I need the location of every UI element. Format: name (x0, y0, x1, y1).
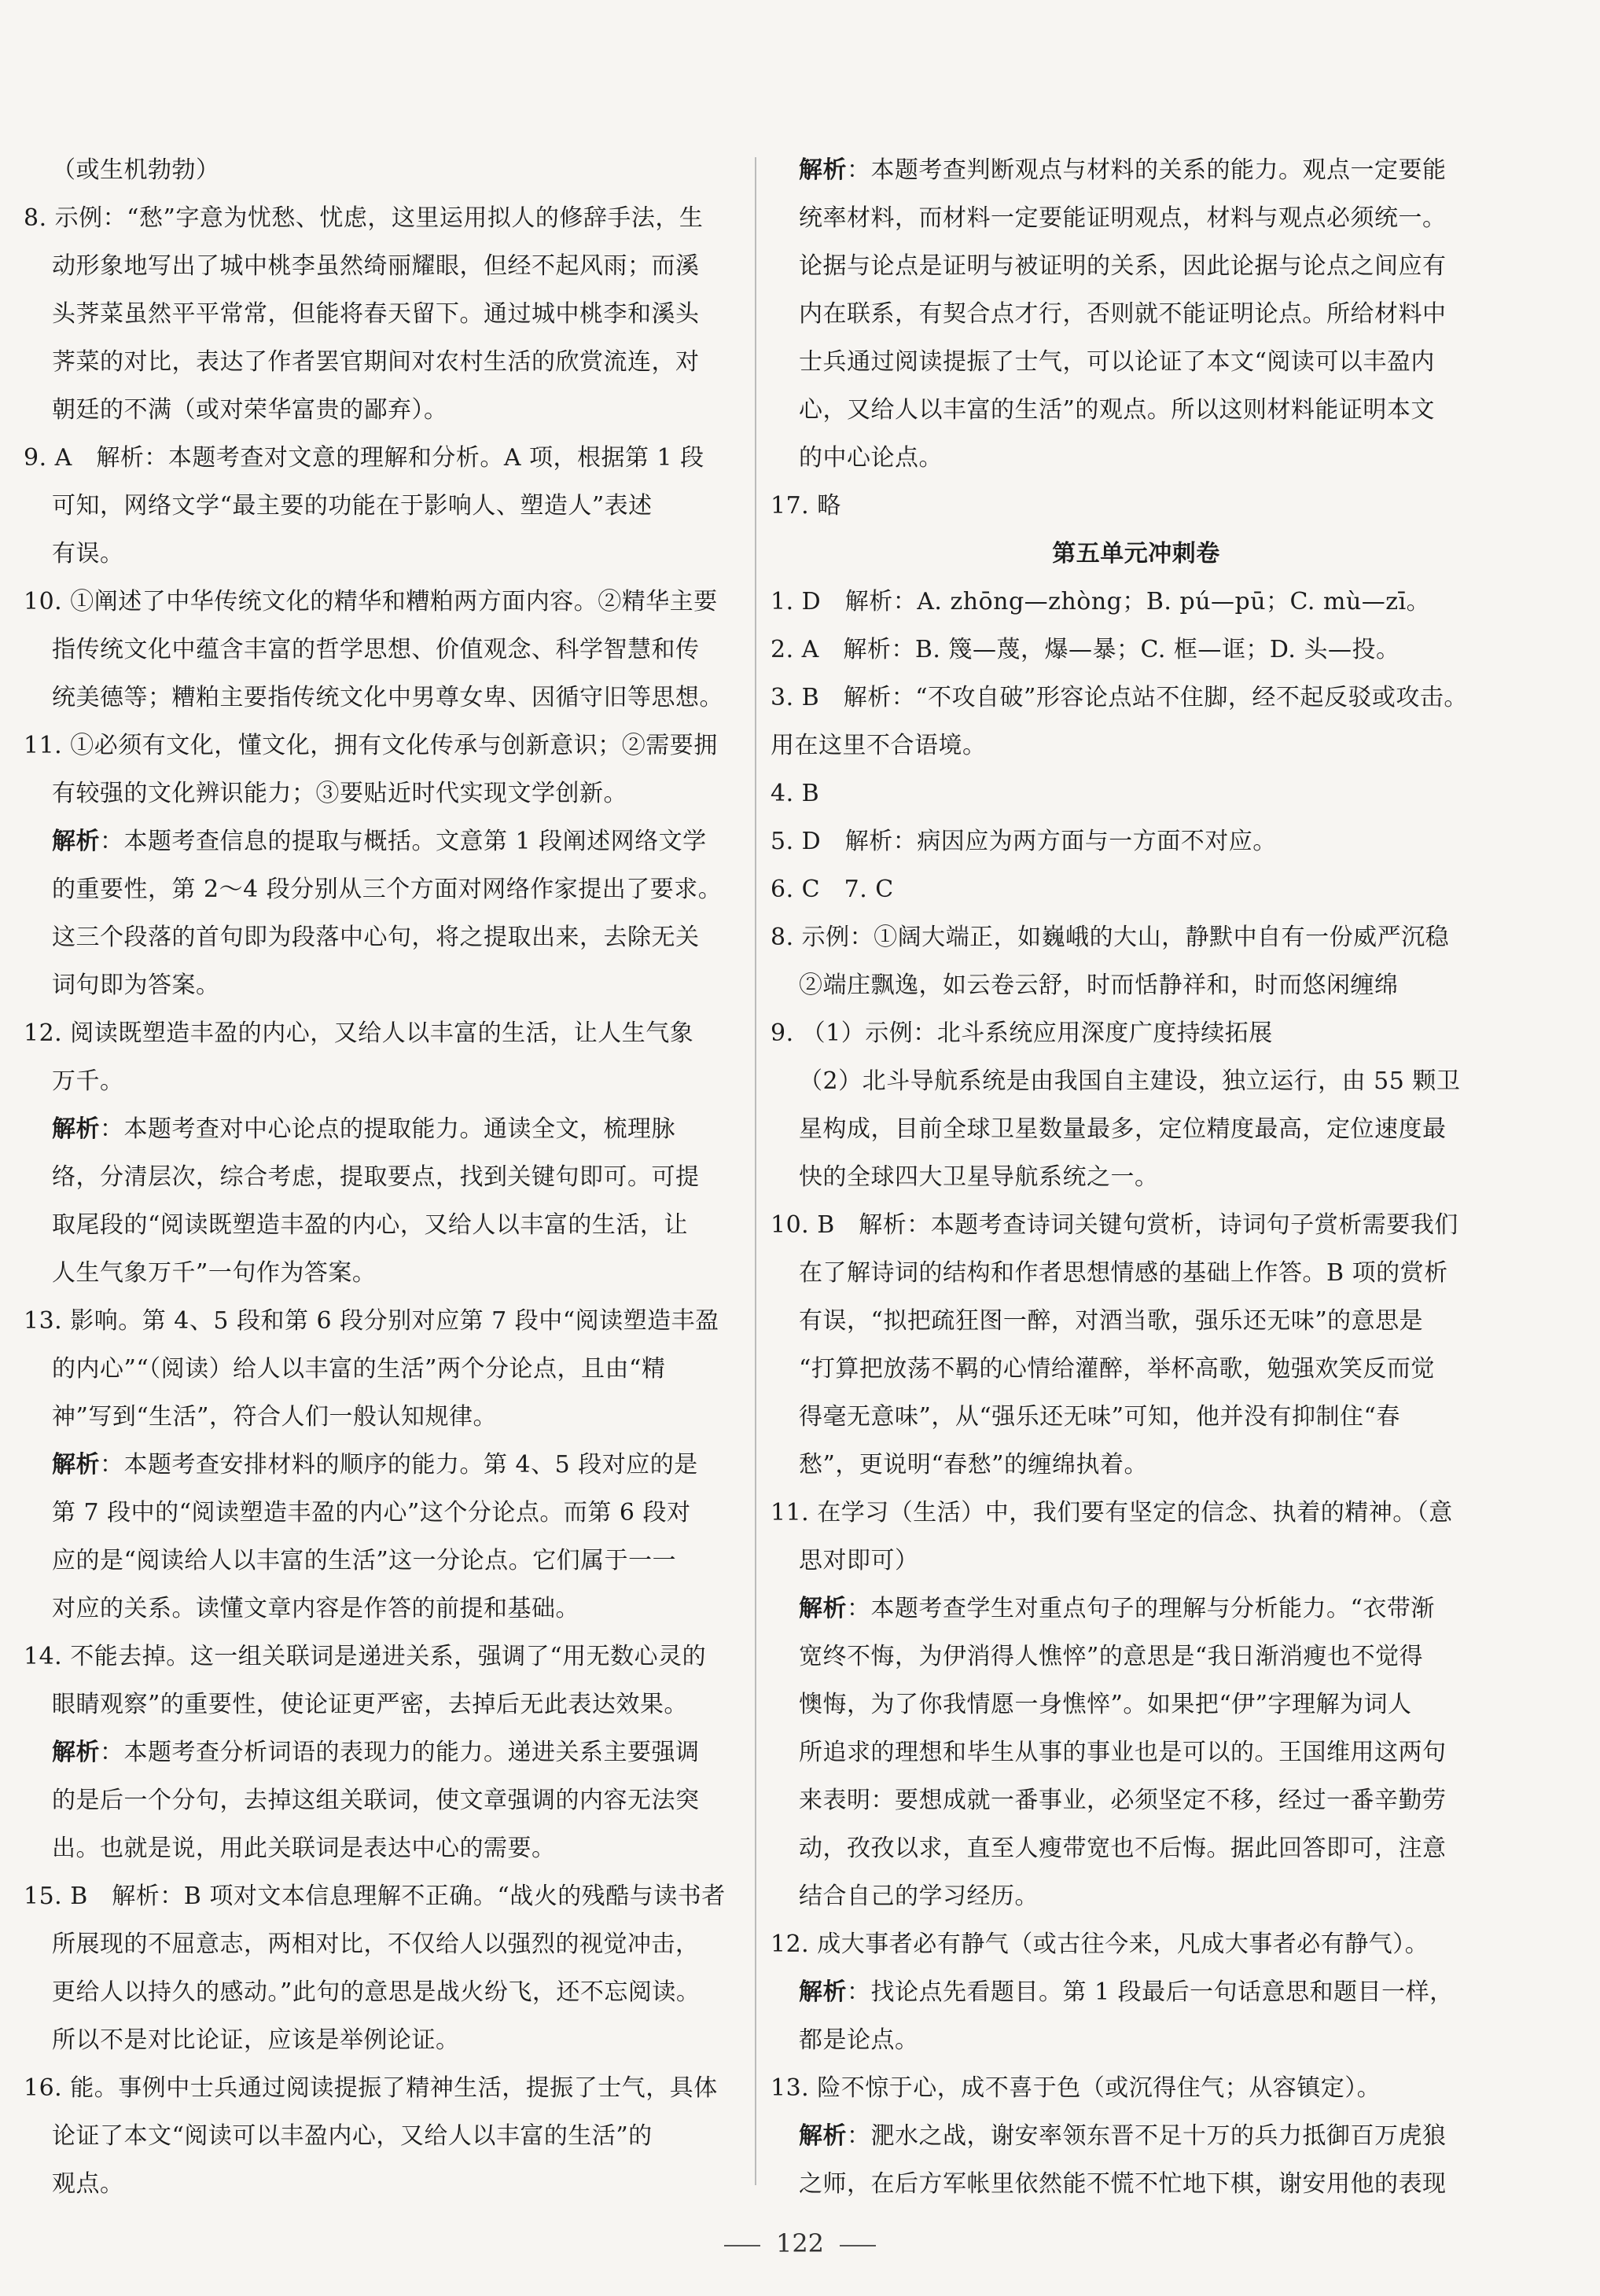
text-line: 4. B (771, 780, 820, 807)
text-line: 3. B 解析：“不攻自破”形容论点站不住脚，经不起反驳或攻击。 (771, 684, 1468, 711)
text-line: 17. 略 (771, 492, 841, 520)
text-line: 8. 示例：①阔大端正，如巍峨的大山，静默中自有一份威严沉稳 (771, 924, 1450, 951)
text-line: 所追求的理想和毕生从事的事业也是可以的。王国维用这两句 (799, 1739, 1447, 1766)
text-line: 9. A 解析：本题考查对文意的理解和分析。A 项，根据第 1 段 (24, 444, 704, 472)
text-line: （2）北斗导航系统是由我国自主建设，独立运行，由 55 颗卫 (799, 1067, 1461, 1095)
text-line: 第 7 段中的“阅读塑造丰盈的内心”这个分论点。而第 6 段对 (52, 1499, 691, 1526)
right-column (771, 146, 1502, 2208)
text-line: 论证了本文“阅读可以丰盈内心，又给人以丰富的生活”的 (52, 2122, 653, 2150)
text-line: ②端庄飘逸，如云卷云舒，时而恬静祥和，时而悠闲缠绵 (799, 972, 1399, 999)
text-line: 懊悔，为了你我情愿一身憔悴”。如果把“伊”字理解为词人 (799, 1691, 1412, 1718)
text-line: 解析：本题考查信息的提取与概括。文意第 1 段阐述网络文学 (52, 828, 707, 855)
text-line: 16. 能。事例中士兵通过阅读提振了精神生活，提振了士气，具体 (24, 2074, 718, 2102)
text-line: 动形象地写出了城中桃李虽然绮丽耀眼，但经不起风雨；而溪 (52, 252, 700, 280)
text-line: 之师，在后方军帐里依然能不慌不忙地下棋，谢安用他的表现 (799, 2170, 1447, 2198)
text-line: 14. 不能去掉。这一组关联词是递进关系，强调了“用无数心灵的 (24, 1643, 707, 1670)
text-line: 1. D 解析：A. zhōng—zhòng；B. pú—pū；C. mù—zī。 (771, 588, 1431, 615)
text-line: 解析：本题考查安排材料的顺序的能力。第 4、5 段对应的是 (52, 1451, 698, 1479)
text-line: 心，又给人以丰富的生活”的观点。所以这则材料能证明本文 (799, 396, 1435, 424)
text-line: 的是后一个分句，去掉这组关联词，使文章强调的内容无法突 (52, 1787, 700, 1814)
text-line: 解析：淝水之战，谢安率领东晋不足十万的兵力抵御百万虎狼 (799, 2122, 1447, 2150)
text-line: 万千。 (52, 1067, 124, 1095)
text-line: 解析：找论点先看题目。第 1 段最后一句话意思和题目一样， (799, 1978, 1454, 2006)
text-line: 解析：本题考查学生对重点句子的理解与分析能力。“衣带渐 (799, 1595, 1435, 1622)
text-line: 15. B 解析：B 项对文本信息理解不正确。“战火的残酷与读书者 (24, 1883, 726, 1910)
text-line: 有误。 (52, 540, 124, 568)
text-line: 可知，网络文学“最主要的功能在于影响人、塑造人”表述 (52, 492, 653, 520)
text-line: 快的全球四大卫星导航系统之一。 (799, 1163, 1159, 1191)
text-line: 眼睛观察”的重要性，使论证更严密，去掉后无此表达效果。 (52, 1691, 688, 1718)
text-line: 的中心论点。 (799, 444, 943, 472)
text-line: 的内心”“（阅读）给人以丰富的生活”两个分论点，且由“精 (52, 1355, 666, 1383)
text-line: 人生气象万千”一句作为答案。 (52, 1259, 377, 1287)
text-line: 9. （1）示例：北斗系统应用深度广度持续拓展 (771, 1019, 1273, 1047)
text-line: 朝廷的不满（或对荣华富贵的鄙弃）。 (52, 396, 448, 424)
text-line: 统率材料，而材料一定要能证明观点，材料与观点必须统一。 (799, 204, 1447, 232)
text-line: 荠菜的对比，表达了作者罢官期间对农村生活的欣赏流连，对 (52, 348, 700, 376)
text-line: 6. C 7. C (771, 876, 894, 903)
text-line: 10. ①阐述了中华传统文化的精华和糟粕两方面内容。②精华主要 (24, 588, 718, 615)
column-divider (755, 157, 756, 2185)
text-line: 有较强的文化辨识能力；③要贴近时代实现文学创新。 (52, 780, 627, 807)
text-line: 5. D 解析：病因应为两方面与一方面不对应。 (771, 828, 1277, 855)
text-line: 在了解诗词的结构和作者思想情感的基础上作答。B 项的赏析 (799, 1259, 1448, 1287)
text-line: 解析：本题考查判断观点与材料的关系的能力。观点一定要能 (799, 156, 1447, 184)
text-line: 论据与论点是证明与被证明的关系，因此论据与论点之间应有 (799, 252, 1447, 280)
text-line: 观点。 (52, 2170, 124, 2198)
text-line: 的重要性，第 2～4 段分别从三个方面对网络作家提出了要求。 (52, 876, 723, 903)
text-line: 更给人以持久的感动。”此句的意思是战火纷飞，还不忘阅读。 (52, 1978, 701, 2006)
text-line: 13. 影响。第 4、5 段和第 6 段分别对应第 7 段中“阅读塑造丰盈 (24, 1307, 719, 1335)
text-line: 13. 险不惊于心，成不喜于色（或沉得住气；从容镇定）。 (771, 2074, 1381, 2102)
text-line: 10. B 解析：本题考查诗词关键句赏析，诗词句子赏析需要我们 (771, 1211, 1458, 1239)
text-line: 所展现的不屈意志，两相对比，不仅给人以强烈的视觉冲击， (52, 1930, 700, 1958)
text-line: 11. ①必须有文化，懂文化，拥有文化传承与创新意识；②需要拥 (24, 732, 718, 759)
text-line: 有误，“拟把疏狂图一醉，对酒当歌，强乐还无味”的意思是 (799, 1307, 1424, 1335)
text-line: 2. A 解析：B. 篾—蔑，爆—暴；C. 框—诓；D. 头—投。 (771, 636, 1400, 663)
text-line: 来表明：要想成就一番事业，必须坚定不移，经过一番辛勤劳 (799, 1787, 1447, 1814)
text-line: 11. 在学习（生活）中，我们要有坚定的信念、执着的精神。（意 (771, 1499, 1453, 1526)
section-title: 第五单元冲刺卷 (1052, 540, 1220, 568)
text-line: 思对即可） (799, 1547, 919, 1574)
text-line: 愁”，更说明“春愁”的缠绵执着。 (799, 1451, 1149, 1479)
text-line: 所以不是对比论证，应该是举例论证。 (52, 2026, 460, 2054)
text-line: 出。也就是说，用此关联词是表达中心的需要。 (52, 1835, 556, 1862)
text-line: 用在这里不合语境。 (771, 732, 987, 759)
text-line: 士兵通过阅读提振了士气，可以论证了本文“阅读可以丰盈内 (799, 348, 1435, 376)
text-line: 8. 示例：“愁”字意为忧愁、忧虑，这里运用拟人的修辞手法，生 (24, 204, 704, 232)
text-line: 词句即为答案。 (52, 972, 220, 999)
text-line: 12. 阅读既塑造丰盈的内心，又给人以丰富的生活，让人生气象 (24, 1019, 694, 1047)
text-line: 统美德等；糟粕主要指传统文化中男尊女卑、因循守旧等思想。 (52, 684, 723, 711)
text-line: 内在联系，有契合点才行，否则就不能证明论点。所给材料中 (799, 300, 1447, 328)
text-line: 取尾段的“阅读既塑造丰盈的内心，又给人以丰富的生活，让 (52, 1211, 688, 1239)
page-number: 122 (0, 2228, 1600, 2258)
text-line: 都是论点。 (799, 2026, 919, 2054)
text-line: 宽终不悔，为伊消得人憔悴”的意思是“我日渐消瘦也不觉得 (799, 1643, 1424, 1670)
text-line: 得毫无意味”，从“强乐还无味”可知，他并没有抑制住“春 (799, 1403, 1400, 1431)
text-line: 头荠菜虽然平平常常，但能将春天留下。通过城中桃李和溪头 (52, 300, 700, 328)
text-line: 络，分清层次，综合考虑，提取要点，找到关键句即可。可提 (52, 1163, 700, 1191)
text-line: 解析：本题考查分析词语的表现力的能力。递进关系主要强调 (52, 1739, 700, 1766)
text-line: 应的是“阅读给人以丰富的生活”这一分论点。它们属于一一 (52, 1547, 677, 1574)
text-line: 星构成，目前全球卫星数量最多，定位精度最高，定位速度最 (799, 1115, 1447, 1143)
text-line: 对应的关系。读懂文章内容是作答的前提和基础。 (52, 1595, 579, 1622)
text-line: 指传统文化中蕴含丰富的哲学思想、价值观念、科学智慧和传 (52, 636, 700, 663)
text-line: 12. 成大事者必有静气（或古往今来，凡成大事者必有静气）。 (771, 1930, 1429, 1958)
text-line: 这三个段落的首句即为段落中心句，将之提取出来，去除无关 (52, 924, 700, 951)
text-line: 结合自己的学习经历。 (799, 1883, 1039, 1910)
text-line: 解析：本题考查对中心论点的提取能力。通读全文，梳理脉 (52, 1115, 675, 1143)
text-line: （或生机勃勃） (52, 156, 220, 184)
text-line: 神”写到“生活”，符合人们一般认知规律。 (52, 1403, 498, 1431)
text-line: “打算把放荡不羁的心情给灌醉，举杯高歌，勉强欢笑反而觉 (799, 1355, 1435, 1383)
left-column (24, 146, 755, 2208)
text-line: 动，孜孜以求，直至人瘦带宽也不后悔。据此回答即可，注意 (799, 1835, 1447, 1862)
